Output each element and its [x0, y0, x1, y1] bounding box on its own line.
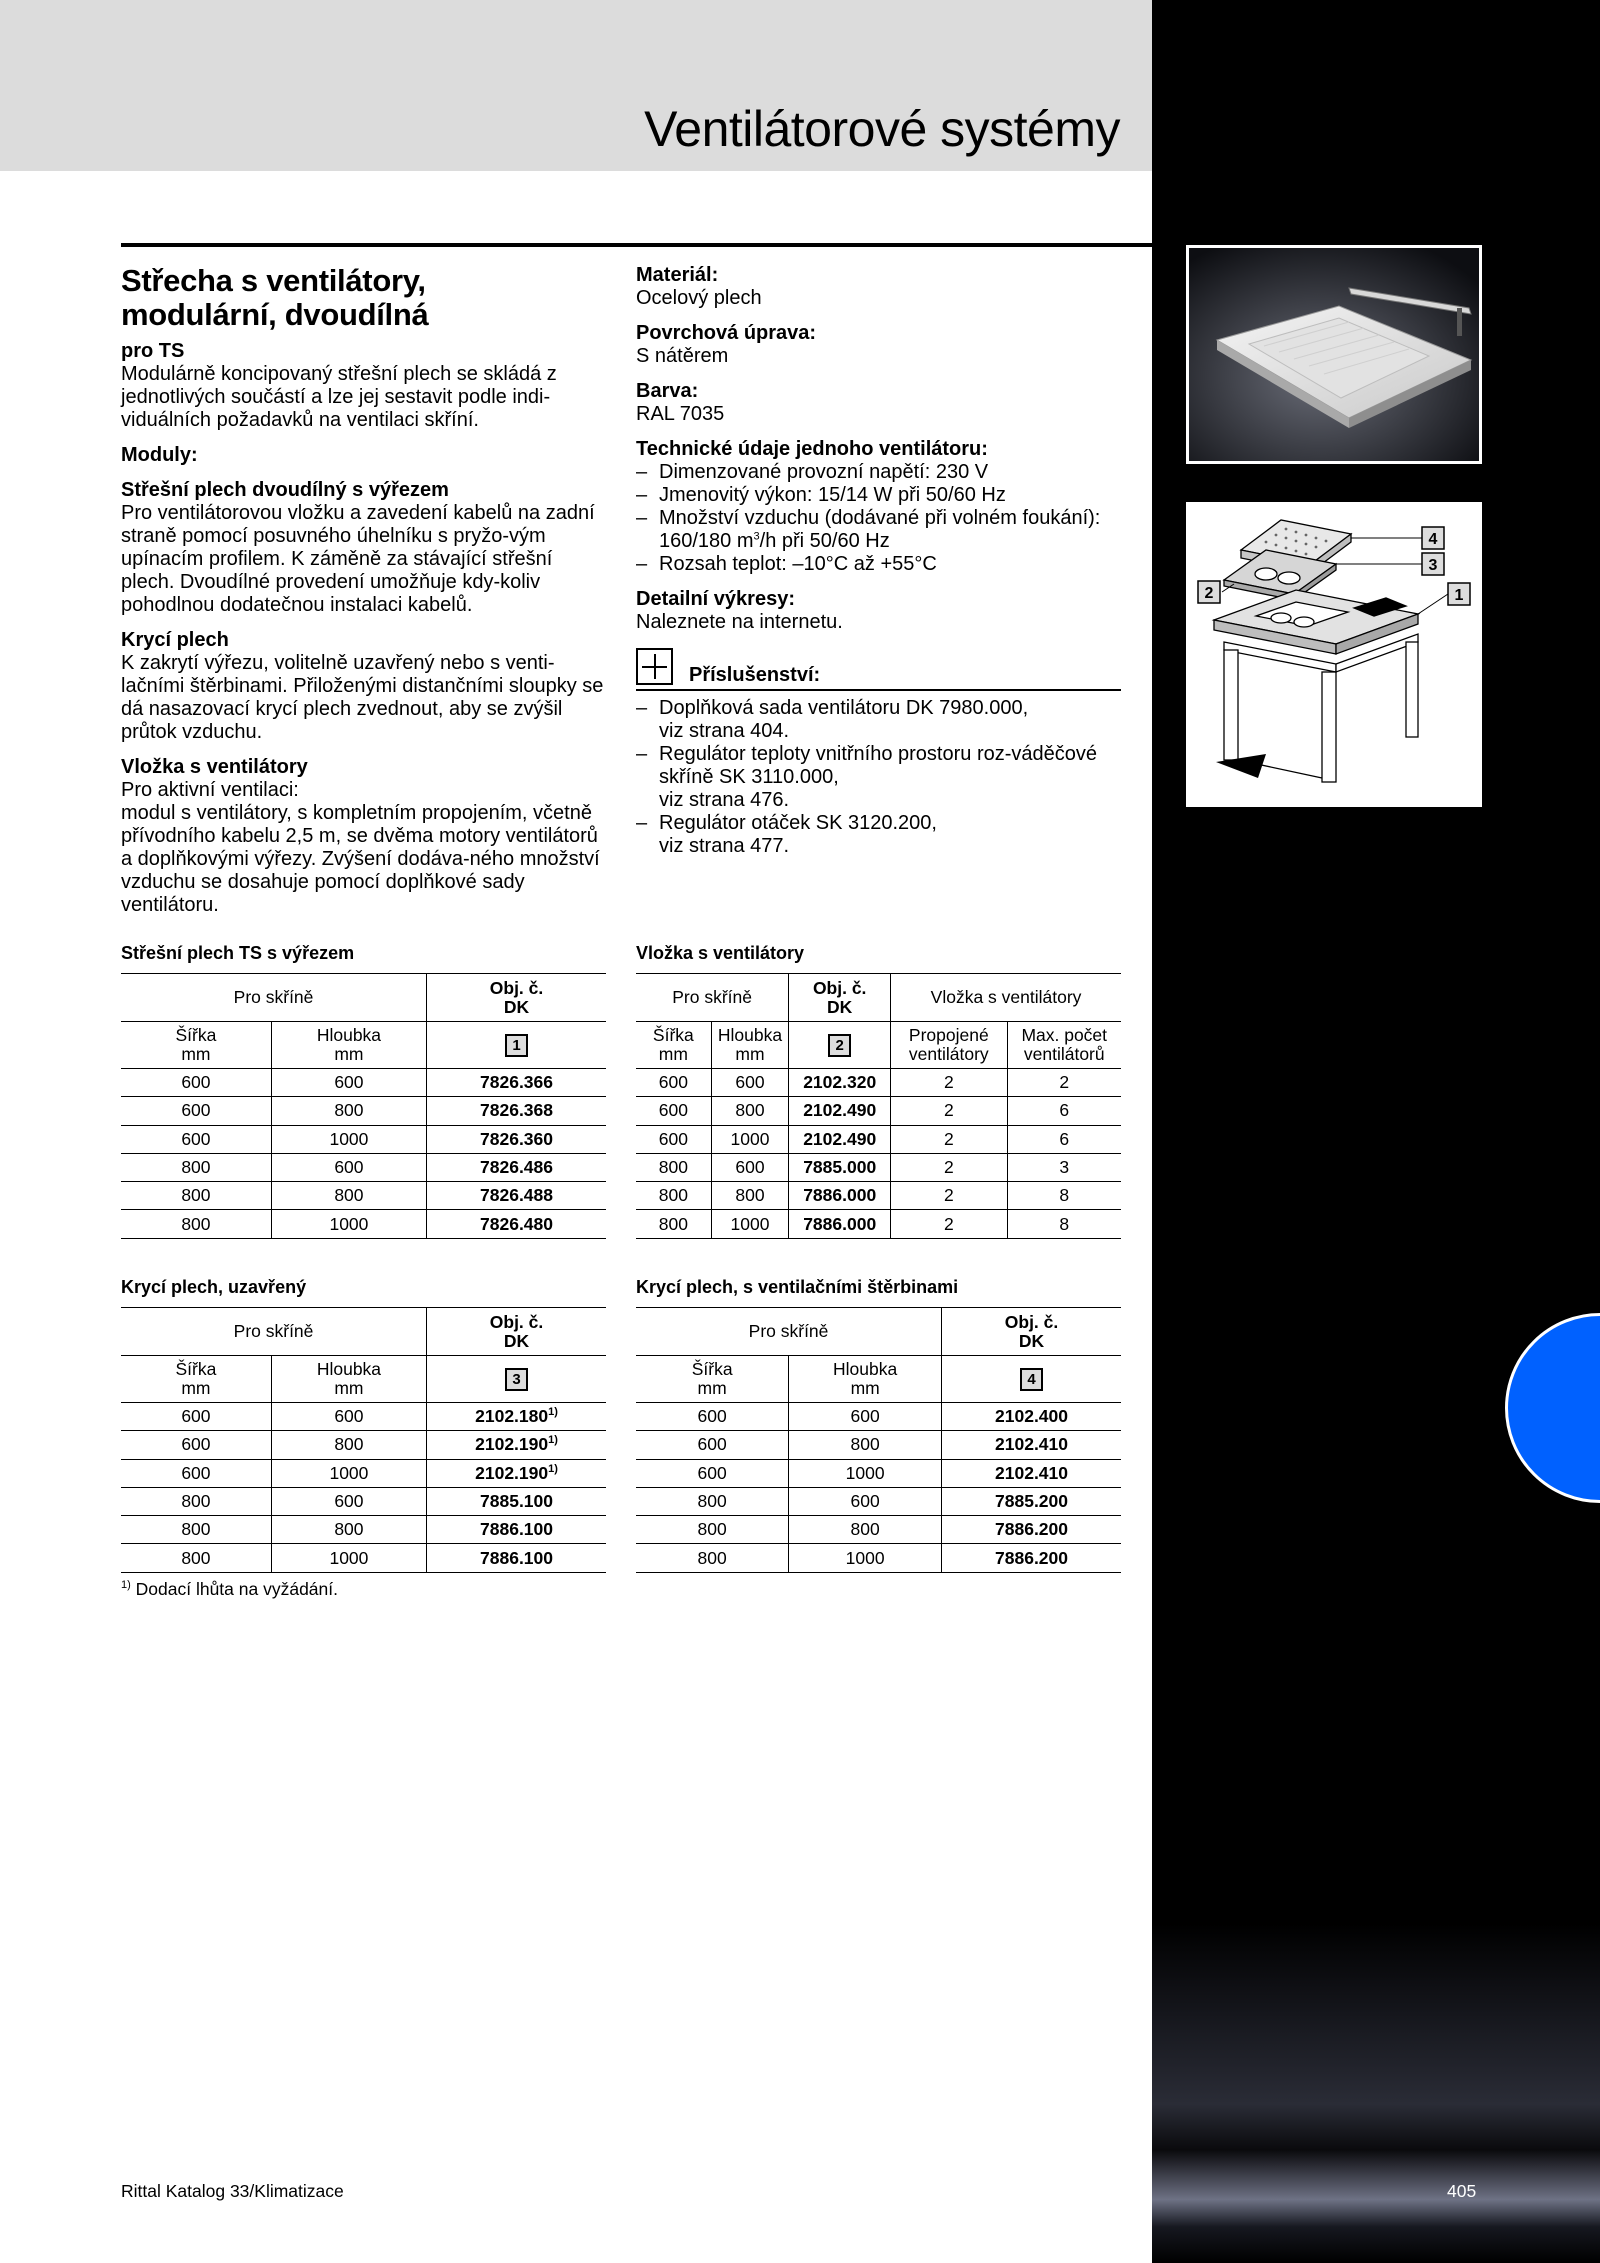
header-depth: Hloubka mm — [271, 1022, 426, 1069]
roof-table-block — [121, 943, 606, 1239]
marker-badge: 4 — [1020, 1368, 1043, 1391]
product-title: Střecha s ventilátory, modulární, dvoudílná — [121, 263, 429, 332]
table-row: 800 1000 7886.000 2 8 — [636, 1210, 1121, 1238]
accessories-label: Příslušenství: — [689, 664, 821, 686]
product-photo — [1186, 245, 1482, 464]
header-marker — [942, 1356, 1121, 1403]
table-row: 800 600 7826.486 — [121, 1153, 606, 1181]
product-subtitle: pro TS — [121, 340, 185, 362]
table-row: 800 800 7886.000 2 8 — [636, 1182, 1121, 1210]
header-order: Obj. č. DK — [942, 1308, 1121, 1356]
header-enclosure: Pro skříně — [121, 1308, 427, 1356]
table-row: 600 1000 7826.360 — [121, 1125, 606, 1153]
table-row: 600 600 7826.366 — [121, 1069, 606, 1097]
svg-text:3: 3 — [1428, 557, 1438, 574]
module-cover-text: K zakrytí výřezu, volitelně uzavřený nebo s venti-lačními štěrbinami. Přiloženými distančními sloupky se dá nasazovací krycí plech zvednout, aby se zvýšil průtok vzduchu. — [121, 652, 604, 743]
table-title: Vložka s ventilátory — [636, 943, 805, 963]
table-row: 600 1000 2102.490 2 6 — [636, 1125, 1121, 1153]
marker-badge: 1 — [505, 1034, 528, 1057]
list-item: – Doplňková sada ventilátoru DK 7980.000, viz strana 404. — [636, 697, 1121, 743]
header-width: Šířka mm — [121, 1022, 271, 1069]
header-enclosure: Pro skříně — [121, 974, 427, 1022]
tech-label: Technické údaje jednoho ventilátoru: — [636, 438, 988, 460]
intro-text: Modulárně koncipovaný střešní plech se skládá z jednotlivých součástí a lze jej sestavit podle indi-viduálních požadavků na ventilaci skříní. — [121, 363, 557, 431]
header-fan-group: Vložka s ventilátory — [891, 974, 1121, 1022]
table-title: Krycí plech, s ventilačními štěrbinami — [636, 1277, 959, 1297]
table-row: 600 800 7826.368 — [121, 1097, 606, 1125]
page-number: 405 — [1447, 2181, 1477, 2201]
svg-text:1: 1 — [1454, 587, 1464, 604]
table-row: 600 600 2102.320 2 2 — [636, 1069, 1121, 1097]
fan-insert-table — [636, 973, 1121, 1239]
cover-vented-table — [636, 1307, 1121, 1573]
footnote: $^{1)}$ Dodací lhůta na vyžádání. — [121, 1578, 338, 1599]
table-row: 600 1000 2102.410 — [636, 1459, 1121, 1487]
list-item: – Dimenzované provozní napětí: 230 V — [636, 461, 1121, 484]
specs-column — [636, 264, 1121, 858]
header-max: Max. počet ventilátorů — [1007, 1022, 1121, 1069]
module-roof-text: Pro ventilátorovou vložku a zavedení kabelů na zadní straně pomocí posuvného úhelníku s pryžo-vým upínacím profilem. K záměně za stávající střešní plech. Dvoudílné provedení umožňuje kdy-koliv pohodlnou dodatečnou instalaci kabelů. — [121, 502, 595, 616]
header-order: Obj. č. DK — [789, 974, 891, 1022]
roof-photo-illustration — [1189, 248, 1479, 461]
list-item: – Jmenovitý výkon: 15/14 W při 50/60 Hz — [636, 484, 1121, 507]
color-value: RAL 7035 — [636, 403, 725, 425]
footer-catalog: Rittal Katalog 33/Klimatizace — [121, 2181, 344, 2201]
header-width: Šířka mm — [121, 1356, 271, 1403]
header-order: Obj. č. DK — [427, 1308, 606, 1356]
list-item: – Množství vzduchu (dodávané při volném foukání): 160/180 $m^3/h$ při 50/60 Hz — [636, 507, 1121, 553]
svg-text:4: 4 — [1428, 531, 1438, 548]
table-row: 800 600 7885.100 — [121, 1487, 606, 1515]
table-row: 800 600 7885.200 — [636, 1487, 1121, 1515]
table-row: 800 1000 7886.100 — [121, 1544, 606, 1572]
table-row: 600 1000 2102.190$^{1)}$ — [121, 1459, 606, 1487]
svg-text:2: 2 — [1204, 585, 1214, 602]
roof-table — [121, 973, 606, 1239]
header-enclosure: Pro skříně — [636, 1308, 942, 1356]
module-fan-text: modul s ventilátory, s kompletním propojením, včetně přívodního kabelu 2,5 m, se dvěma motory ventilátorů a doplňkovými výřezy. Zvýšení dodáva-ného množství vzduchu se dosahuje pomocí doplňkové sady ventilátoru. — [121, 802, 600, 916]
material-value: Ocelový plech — [636, 287, 762, 309]
header-depth: Hloubka mm — [789, 1356, 942, 1403]
table-row: 800 800 7826.488 — [121, 1182, 606, 1210]
exploded-drawing — [1186, 502, 1482, 807]
header-width: Šířka mm — [636, 1022, 711, 1069]
cover-closed-table-block — [121, 1277, 606, 1600]
table-title: Střešní plech TS s výřezem — [121, 943, 355, 963]
tech-list — [636, 461, 1121, 576]
header-connected: Propojené ventilátory — [891, 1022, 1007, 1069]
table-row: 600 600 2102.400 — [636, 1403, 1121, 1431]
header-order: Obj. č. DK — [427, 974, 606, 1022]
exploded-view-illustration — [1186, 502, 1482, 807]
header-marker — [427, 1022, 606, 1069]
table-row: 800 1000 7886.200 — [636, 1544, 1121, 1572]
table-row: 600 800 2102.490 2 6 — [636, 1097, 1121, 1125]
accessories-list — [636, 697, 1121, 858]
table-row: 600 800 2102.190$^{1)}$ — [121, 1431, 606, 1459]
module-roof-heading: Střešní plech dvoudílný s výřezem — [121, 479, 449, 501]
marker-badge: 3 — [505, 1368, 528, 1391]
table-row: 800 800 7886.200 — [636, 1516, 1121, 1544]
list-item: – Regulátor teploty vnitřního prostoru roz-váděčové skříně SK 3110.000, viz strana 476. — [636, 743, 1121, 812]
header-depth: Hloubka mm — [271, 1356, 426, 1403]
header-width: Šířka mm — [636, 1356, 789, 1403]
table-row: 600 600 2102.180$^{1)}$ — [121, 1403, 606, 1431]
table-title: Krycí plech, uzavřený — [121, 1277, 307, 1297]
header-depth: Hloubka mm — [711, 1022, 789, 1069]
accessories-header — [636, 648, 1121, 691]
list-item: – Rozsah teplot: –10°C až +55°C — [636, 553, 1121, 576]
table-row: 600 800 2102.410 — [636, 1431, 1121, 1459]
cover-vented-table-block — [636, 1277, 1121, 1573]
drawings-value: Naleznete na internetu. — [636, 611, 843, 633]
surface-label: Povrchová úprava: — [636, 322, 817, 344]
module-fan-line: Pro aktivní ventilaci: — [121, 779, 299, 801]
fan-insert-table-block — [636, 943, 1121, 1239]
color-label: Barva: — [636, 380, 699, 402]
header-enclosure: Pro skříně — [636, 974, 789, 1022]
page-title: Ventilátorové systémy — [644, 101, 1120, 157]
table-row: 800 800 7886.100 — [121, 1516, 606, 1544]
header-marker — [789, 1022, 891, 1069]
table-row: 800 1000 7826.480 — [121, 1210, 606, 1238]
surface-value: S nátěrem — [636, 345, 729, 367]
modules-heading: Moduly: — [121, 444, 198, 466]
cover-closed-table — [121, 1307, 606, 1573]
module-cover-heading: Krycí plech — [121, 629, 229, 651]
table-row: 800 600 7885.000 2 3 — [636, 1153, 1121, 1181]
module-fan-heading: Vložka s ventilátory — [121, 756, 308, 778]
title-rule — [121, 243, 1152, 247]
plus-icon — [636, 648, 673, 685]
marker-badge: 2 — [828, 1034, 851, 1057]
list-item: – Regulátor otáček SK 3120.200, viz strana 477. — [636, 812, 1121, 858]
drawings-label: Detailní výkresy: — [636, 588, 795, 610]
description-column — [121, 264, 606, 917]
header-marker — [427, 1356, 606, 1403]
material-label: Materiál: — [636, 264, 719, 286]
